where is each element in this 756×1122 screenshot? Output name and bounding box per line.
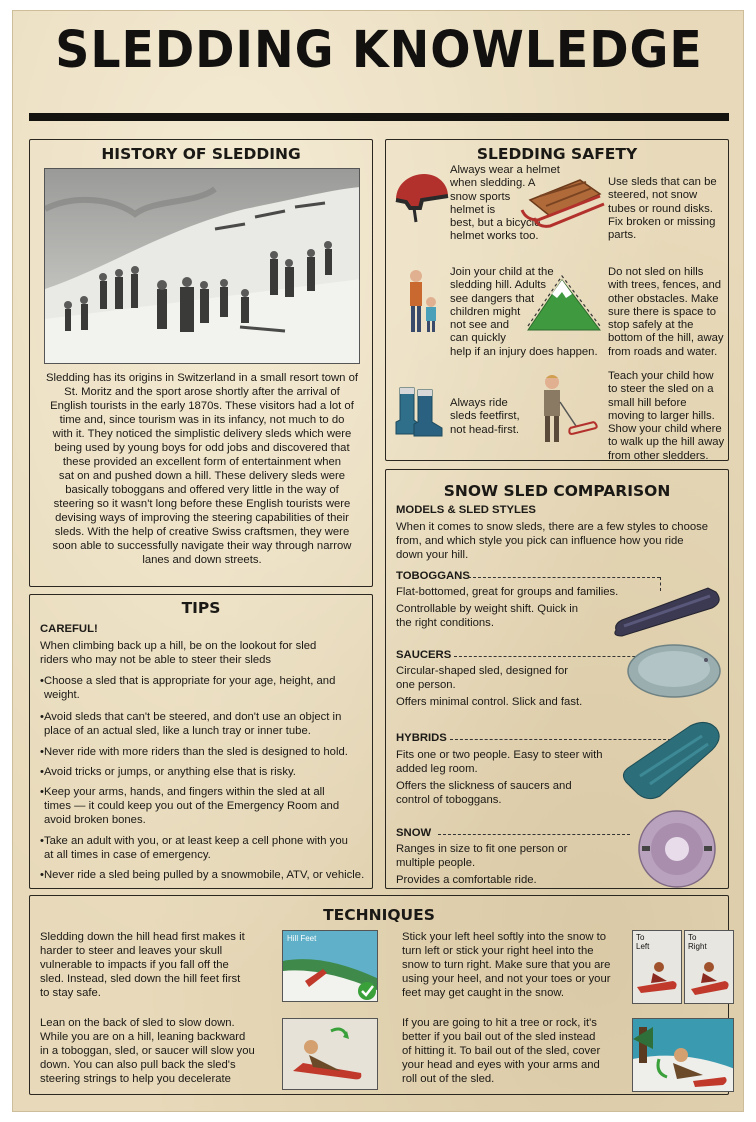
text-line: the right conditions. xyxy=(396,617,494,629)
text-line: To xyxy=(636,933,645,942)
text-line: Fits one or two people. Easy to steer with xyxy=(396,749,603,761)
hybrids-label: HYBRIDS xyxy=(396,732,447,744)
text-line: one person. xyxy=(396,679,456,691)
tip-item xyxy=(40,765,370,779)
text-line: Lean on the back of sled to slow down. xyxy=(40,1017,235,1029)
text-line: down. You can also pull back the sled's xyxy=(40,1059,236,1071)
history-text xyxy=(34,371,370,567)
text-line: at all times in case of emergency. xyxy=(44,849,211,861)
text-line: sleds. With the help of creative Swiss craftsmen, they were xyxy=(54,526,350,538)
text-line: these provided an excellent form of entertainment when xyxy=(62,456,342,468)
comparison-subheading: MODELS & SLED STYLES xyxy=(396,504,536,516)
text-line: control of toboggans. xyxy=(396,794,502,806)
tips-panel xyxy=(29,594,373,889)
text-line: stop safely at the xyxy=(608,319,694,332)
saucers-label: SAUCERS xyxy=(396,649,452,661)
text-line: Teach your child how xyxy=(608,370,714,382)
toboggans-leader-line xyxy=(468,577,660,578)
text-line: Circular-shaped sled, designed for xyxy=(396,665,569,677)
snow-leader-line xyxy=(438,834,630,835)
to-right-label xyxy=(688,933,707,951)
comparison-heading: SNOW SLED COMPARISON xyxy=(443,482,671,500)
careful-text xyxy=(40,639,370,667)
hill-feet-label: Hill Feet xyxy=(287,934,317,943)
helmet-icon xyxy=(392,170,452,226)
text-line: tubes or round disks. xyxy=(608,202,713,215)
text-line: •Choose a sled that is appropriate for your age, height, and xyxy=(40,675,336,687)
text-line: When climbing back up a hill, be on the lookout for sled xyxy=(40,640,317,652)
saucer-image xyxy=(624,640,724,702)
text-line: Flat-bottomed, great for groups and families. xyxy=(396,586,619,598)
steered-text xyxy=(608,176,728,242)
text-line: •Keep your arms, hands, and fingers within the sled at all xyxy=(40,786,325,798)
teach-text xyxy=(608,370,730,463)
bail-out-image xyxy=(632,1018,734,1092)
toboggans-label: TOBOGGANS xyxy=(396,570,470,582)
text-line: snow to turn right. Make sure that you are xyxy=(402,959,611,971)
text-line: small hill before xyxy=(608,396,687,409)
text-line: place of an actual sled, like a lunch tray or inner tube. xyxy=(44,725,311,737)
text-line: see dangers that xyxy=(450,292,535,305)
text-line: steered, not snow xyxy=(608,189,698,202)
headfirst-text xyxy=(40,930,280,1000)
tip-item xyxy=(40,868,370,882)
hill-feet-image xyxy=(282,930,378,1002)
text-line: sledding hill. Adults xyxy=(450,279,547,292)
feetfirst-text xyxy=(450,397,540,437)
text-line: When it comes to snow sleds, there are a few styles to choose xyxy=(396,521,709,533)
child-with-sled-icon xyxy=(536,372,600,448)
text-line: Join your child at the xyxy=(450,266,554,278)
hybrids-text xyxy=(396,748,646,807)
text-line: Offers the slickness of saucers and xyxy=(396,780,572,792)
text-line: using your heel, and not your toes or your xyxy=(402,973,611,985)
text-line: can quickly xyxy=(450,332,506,345)
text-line: Sledding has its origins in Switzerland in a small resort town of xyxy=(45,372,359,384)
text-line: Controllable by weight shift. Quick in xyxy=(396,603,579,615)
turn-left-image xyxy=(632,930,682,1004)
text-line: added leg room. xyxy=(396,763,478,775)
to-left-label xyxy=(636,933,649,951)
page-title: SLEDDING KNOWLEDGE xyxy=(55,21,703,80)
snow-text xyxy=(396,842,636,887)
text-line: other obstacles. Make xyxy=(608,292,719,305)
text-line: feet may get caught in the snow. xyxy=(402,987,565,999)
text-line: time and, since tourism was in its infancy, not much to do xyxy=(59,414,345,426)
safety-panel xyxy=(385,139,729,461)
text-line: Do not sled on hills xyxy=(608,266,704,278)
text-line: in a toboggan, sled, or saucer will slow you xyxy=(40,1045,255,1057)
text-line: with trees, fences, and xyxy=(608,279,722,292)
text-line: with it. They noticed the simplistic delivery sleds which were xyxy=(52,428,352,440)
text-line: of hitting it. To bail out of the sled, cover xyxy=(402,1045,601,1057)
text-line: Left xyxy=(636,942,650,951)
heel-text xyxy=(402,930,638,1000)
bail-text xyxy=(402,1016,638,1086)
hills-text xyxy=(608,266,728,359)
text-line: lanes and down streets. xyxy=(142,554,262,566)
text-line: Provides a comfortable ride. xyxy=(396,874,537,886)
techniques-heading: TECHNIQUES xyxy=(323,906,435,924)
toboggan-image xyxy=(612,582,724,640)
text-line: •Avoid sleds that can't be steered, and don't use an object in xyxy=(40,711,342,723)
tip-item xyxy=(40,710,370,738)
text-line: steering so it wasn't long before these English tourists were xyxy=(53,498,351,510)
text-line: To xyxy=(688,933,697,942)
text-line: Fix broken or missing xyxy=(608,215,716,228)
snow-label: SNOW xyxy=(396,827,432,839)
lean-text xyxy=(40,1016,280,1086)
mountain-icon xyxy=(524,274,604,334)
text-line: Ranges in size to fit one person or xyxy=(396,843,568,855)
text-line: Show your child where xyxy=(608,423,722,436)
text-line: vulnerable to impacts if you fall off the xyxy=(40,959,229,971)
careful-label: CAREFUL! xyxy=(40,623,98,635)
text-line: your head and eyes with your arms and xyxy=(402,1059,600,1071)
text-line: snow sports xyxy=(450,190,511,203)
text-line: steering strings to help you decelerate xyxy=(40,1073,231,1085)
text-line: If you are going to hit a tree or rock, it's xyxy=(402,1017,597,1029)
text-line: Sledding down the hill head first makes it xyxy=(40,931,245,943)
text-line: •Never ride a sled being pulled by a snowmobile, ATV, or vehicle. xyxy=(40,869,365,881)
text-line: multiple people. xyxy=(396,857,476,869)
text-line: riders who may not be able to steer their sleds xyxy=(40,654,272,666)
saucers-text xyxy=(396,664,646,709)
text-line: down your hill. xyxy=(396,549,469,561)
techniques-panel xyxy=(29,895,729,1095)
tip-item xyxy=(40,834,370,862)
text-line: devising ways of improving the steering capabilities of their xyxy=(55,512,349,524)
tip-item xyxy=(40,785,370,827)
snow-tube-image xyxy=(634,806,720,892)
tip-item xyxy=(40,745,370,759)
text-line: to walk up the hill away xyxy=(608,436,725,449)
text-line: basically toboggans and offered very little in the way of xyxy=(65,484,339,496)
toboggans-text xyxy=(396,585,646,630)
historical-sledding-photo xyxy=(44,168,360,364)
wooden-sled-icon xyxy=(520,174,606,230)
parent-child-icon xyxy=(404,266,440,338)
text-line: harder to steer and leaves your skull xyxy=(40,945,223,957)
text-line: when sledding. A xyxy=(450,177,536,190)
text-line: children might xyxy=(450,305,521,318)
text-line: helmet is xyxy=(450,203,496,216)
text-line: soon able to successfully navigate their way through narrow xyxy=(52,540,352,552)
safety-heading: SLEDDING SAFETY xyxy=(476,145,638,163)
tips-heading: TIPS xyxy=(181,599,221,617)
text-line: •Take an adult with you, or at least keep a cell phone with you xyxy=(40,835,348,847)
text-line: from roads and water. xyxy=(608,345,718,358)
text-line: weight. xyxy=(44,689,80,701)
text-line: sat on and pushed down a hill. These delivery sleds were xyxy=(58,470,346,482)
text-line: •Avoid tricks or jumps, or anything else that is risky. xyxy=(40,766,296,778)
text-line: avoid broken bones. xyxy=(44,814,146,826)
comparison-panel xyxy=(385,469,729,889)
tip-item xyxy=(40,674,370,702)
text-line: parts. xyxy=(608,229,637,242)
hybrid-sled-image xyxy=(620,718,726,802)
text-line: helmet works too. xyxy=(450,230,539,243)
text-line: being used by young boys for odd jobs and discovered that xyxy=(54,442,350,454)
text-line: Always wear a helmet xyxy=(450,164,560,176)
text-line: While you are on a hill, leaning backward xyxy=(40,1031,246,1043)
text-line: sure there is space to xyxy=(608,305,717,318)
text-line: from, and which style you pick can influence how you ride xyxy=(396,535,684,547)
history-panel xyxy=(29,139,373,587)
turn-right-image xyxy=(684,930,734,1004)
text-line: Right xyxy=(688,942,707,951)
text-line: not see and xyxy=(450,319,510,332)
text-line: Use sleds that can be xyxy=(608,176,717,188)
text-line: St. Moritz and the sport arose shortly after the arrival of xyxy=(64,386,340,398)
text-line: turn left or stick your right heel into the xyxy=(402,945,594,957)
text-line: English tourists in the early 1870s. These visitors had a lot of xyxy=(50,400,354,412)
text-line: •Never ride with more riders than the sled is designed to hold. xyxy=(40,746,348,758)
text-line: sled. Instead, sled down the hill feet first xyxy=(40,973,241,985)
poster xyxy=(12,10,744,1112)
text-line: to stay safe. xyxy=(40,987,101,999)
lean-back-image xyxy=(282,1018,378,1090)
text-line: sleds feetfirst, xyxy=(450,410,520,423)
text-line: bottom of the hill, away xyxy=(608,332,724,345)
text-line: from other sledders. xyxy=(608,449,709,462)
text-line: moving to larger hills. xyxy=(608,409,715,422)
text-line: help if an injury does happen. xyxy=(450,345,598,358)
title-divider xyxy=(29,113,729,121)
text-line: not head-first. xyxy=(450,423,520,436)
text-line: better if you bail out of the sled instead xyxy=(402,1031,596,1043)
text-line: roll out of the sled. xyxy=(402,1073,495,1085)
history-heading: HISTORY OF SLEDDING xyxy=(101,145,301,163)
comparison-intro xyxy=(396,520,726,562)
text-line: to steer the sled on a xyxy=(608,383,714,396)
text-line: Always ride xyxy=(450,397,508,409)
text-line: Offers minimal control. Slick and fast. xyxy=(396,696,583,708)
text-line: times — it could keep you out of the Emergency Room and xyxy=(44,800,340,812)
boots-icon xyxy=(392,382,448,440)
text-line: best, but a bicycle xyxy=(450,217,541,230)
text-line: Stick your left heel softly into the snow to xyxy=(402,931,607,943)
